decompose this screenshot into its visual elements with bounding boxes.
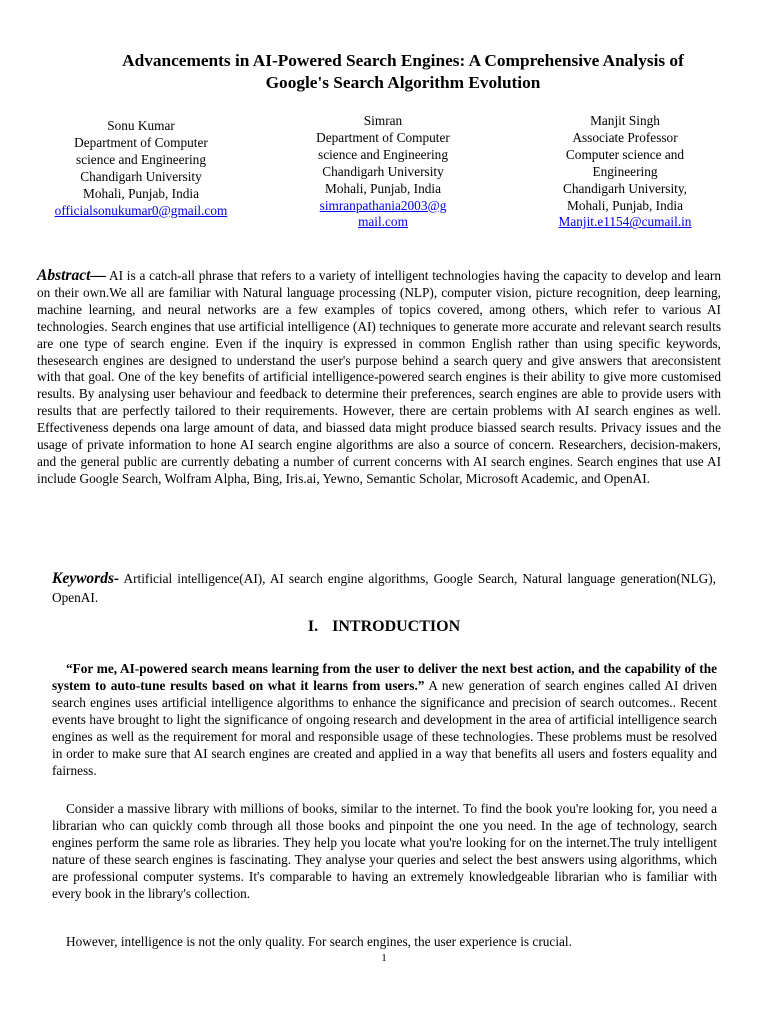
keywords-text: Artificial intelligence(AI), AI search engine algorithms, Google Search, Natural language generation(NLG), OpenAI. [52, 571, 716, 605]
author-3-name: Manjit Singh [590, 113, 660, 128]
author-2-dept2: science and Engineering [318, 146, 448, 162]
author-1-univ: Chandigarh University [80, 168, 202, 184]
author-1-name: Sonu Kumar [107, 118, 175, 133]
author-2-email-link-part1[interactable]: simranpathania2003@g [319, 197, 447, 213]
abstract [37, 268, 721, 488]
author-2-location: Mohali, Punjab, India [325, 180, 441, 196]
author-3-email-link[interactable]: Manjit.e1154@cumail.in [558, 214, 692, 230]
author-3-title: Associate Professor [572, 129, 678, 145]
keywords [52, 569, 716, 607]
author-2-email-link-part2[interactable]: mail.com [358, 214, 408, 230]
page-number: 1 [381, 952, 387, 964]
author-1-dept: Department of Computer [74, 134, 208, 150]
abstract-text: AI is a catch-all phrase that refers to a variety of intelligent technologies having the capacity to develop and learn on their own.We all are familiar with Natural language processing (NLP), computer vision, picture recognition, deep learning, machine learning, and neural networks are a few examples of topics covered, among others, which refer to various AI technologies. Search engines that use artificial intelligence (AI) techniques to generate more accurate and relevant search results are one type of search engine. Even if the inquiry is expressed in common English rather than using specific keywords, thesesearch engines are designed to understand the user's purpose behind a search query and give answers that areconsistent with that goal. One of the key benefits of artificial intelligence-powered search engines is their ability to give more customised results. By analysing user behaviour and feedback to determine their preferences, search engines are able to provide users with results that are perfectly tailored to their requirements. However, there are certain problems with AI search engines as well. Effectiveness depends ona large amount of data, and biassed data might produce biassed search results. Privacy issues and the usage of private information to hone AI search engine algorithms are also a source of concern. Researchers, decision-makers, and the general public are currently debating a number of current concerns with AI search engines. Search engines that use AI include Google Search, Wolfram Alpha, Bing, Iris.ai, Yewno, Semantic Scholar, Microsoft Academic, and OpenAI. [37, 268, 721, 486]
section-heading-introduction [0, 617, 768, 637]
author-2-univ: Chandigarh University [322, 163, 444, 179]
author-1 [26, 118, 256, 219]
paragraph-1-quote: “For me, AI-powered search means learning from the user to deliver the next best action, and the capability of the system to auto-tune results based on what it learns from users.” [52, 661, 717, 693]
author-3 [510, 113, 740, 231]
author-2-dept: Department of Computer [316, 129, 450, 145]
section-number: I. [307, 618, 319, 635]
section-title: INTRODUCTION [332, 618, 461, 635]
paragraph-3: However, intelligence is not the only quality. For search engines, the user experience is crucial. [66, 934, 572, 949]
author-3-dept2: Engineering [592, 163, 658, 179]
paper-title: Advancements in AI-Powered Search Engines: A Comprehensive Analysis of Google's Search Algorithm Evolution [122, 51, 684, 92]
abstract-label: Abstract— [37, 267, 106, 284]
author-2-name: Simran [363, 113, 403, 128]
paragraph-1 [52, 660, 717, 779]
author-1-email-link[interactable]: officialsonukumar0@gmail.com [54, 202, 228, 218]
author-1-location: Mohali, Punjab, India [83, 185, 199, 201]
author-3-dept: Computer science and [565, 146, 685, 162]
author-2 [268, 113, 498, 231]
author-1-dept2: science and Engineering [76, 151, 206, 167]
paragraph-1-text: A new generation of search engines called AI driven search engines uses artificial intelligence algorithms to enhance the significance and precision of search outcomes.. Recent events have brought to light the significance of ongoing research and development in the area of artificial intelligence search engines as well as the requirement for moral and responsible usage of these technologies. These problems must be resolved in order to make sure that AI search engines are created and applied in a way that benefits all users and fosters equality and fairness. [52, 678, 717, 778]
author-3-location: Mohali, Punjab, India [567, 197, 683, 213]
author-3-univ: Chandigarh University, [563, 180, 687, 196]
paragraph-2: Consider a massive library with millions of books, similar to the internet. To find the book you're looking for, you need a librarian who can quickly comb through all those books and pinpoint the one you need. In the age of technology, search engines perform the same role as libraries. They help you locate what you're looking for on the internet.The truly intelligent nature of these search engines is fascinating. They analyse your queries and select the best answers using algorithms, which are professional computer systems. It's comparable to having an extremely knowledgeable librarian who is familiar with every book in the library's collection. [52, 801, 717, 901]
keywords-label: Keywords- [52, 570, 120, 587]
